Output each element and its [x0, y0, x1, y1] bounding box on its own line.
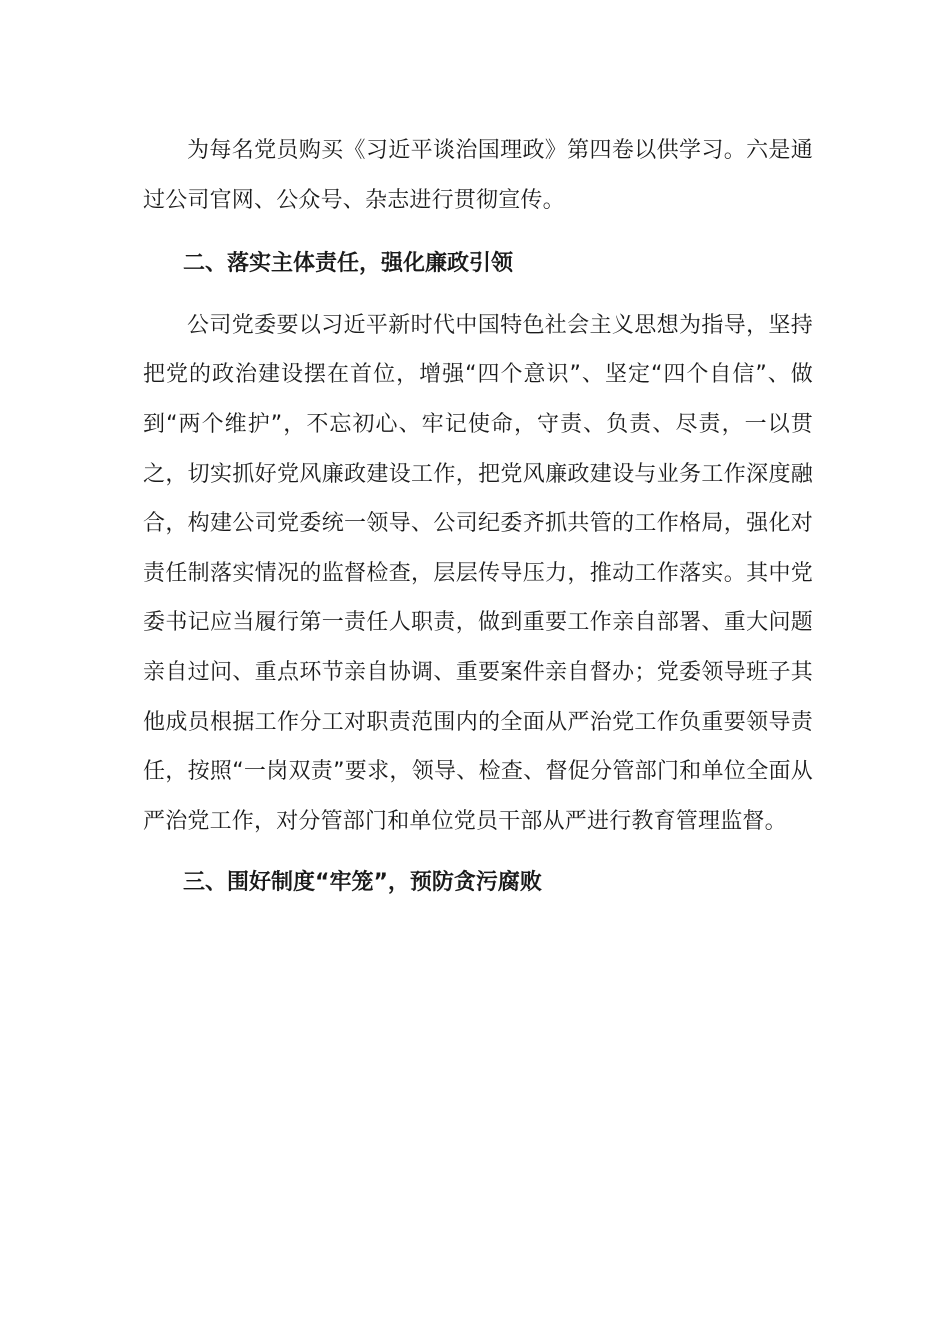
paragraph-purchase-books: 为每名党员购买《习近平谈治国理政》第四卷以供学习。六是通过公司官网、公众号、杂志进行贯彻宣传。 — [143, 138, 813, 213]
section-heading-2: 二、落实主体责任，强化廉政引领 — [183, 251, 514, 277]
document-body — [143, 126, 813, 908]
paragraph-main-responsibility: 公司党委要以习近平新时代中国特色社会主义思想为指导，坚持把党的政治建设摆在首位，增强“四个意识”、坚定“四个自信”、做到“两个维护”，不忘初心、牢记使命，守责、负责、尽责，一以贯之，切实抓好党风廉政建设工作，把党风廉政建设与业务工作深度融合，构建公司党委统一领导、公司纪委齐抓共管的工作格局，强化对责任制落实情况的监督检查，层层传导压力，推动工作落实。其中党委书记应当履行第一责任人职责，做到重要工作亲自部署、重大问题亲自过问、重点环节亲自协调、重要案件亲自督办；党委领导班子其他成员根据工作分工对职责范围内的全面从严治党工作负重要领导责任，按照“一岗双责”要求，领导、检查、督促分管部门和单位全面从严治党工作，对分管部门和单位党员干部从严进行教育管理监督。 — [143, 312, 813, 834]
section-heading-3: 三、围好制度“牢笼”，预防贪污腐败 — [183, 870, 542, 896]
